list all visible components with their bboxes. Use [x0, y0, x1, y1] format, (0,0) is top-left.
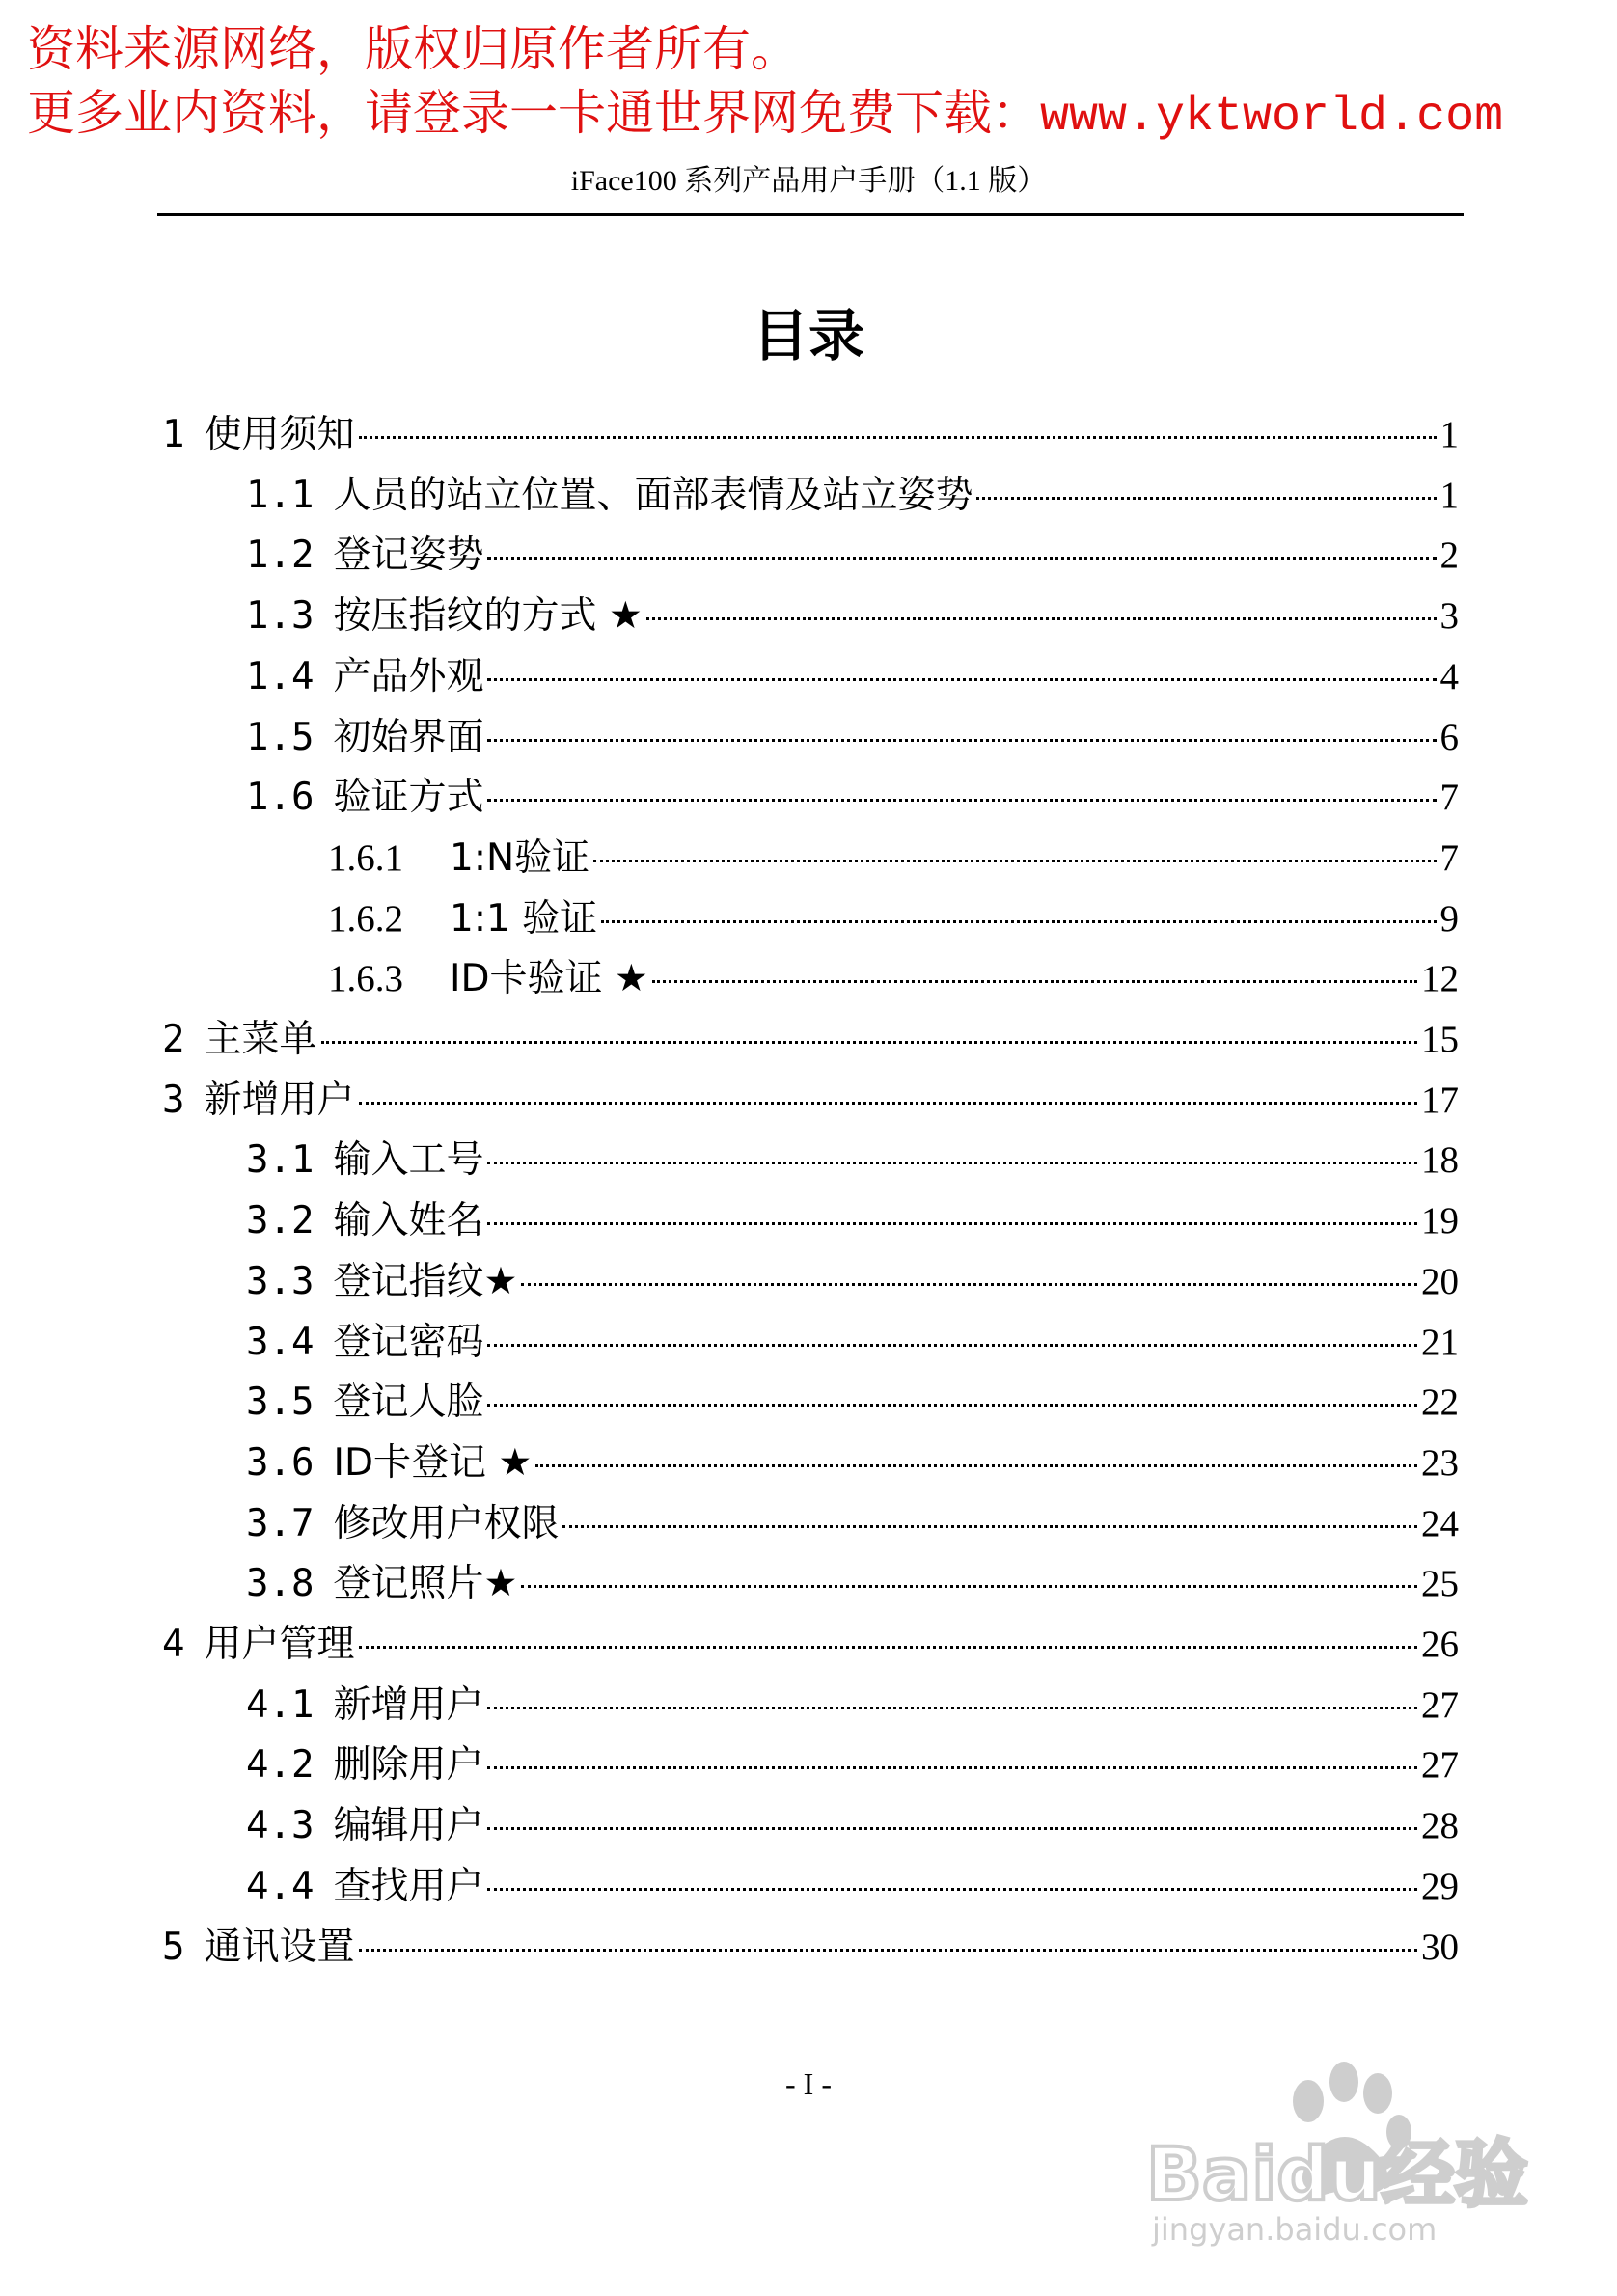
toc-page-number: 2	[1439, 534, 1459, 577]
toc-entry[interactable]	[246, 1857, 1459, 1917]
toc-entry-title: 编辑用户	[333, 1804, 484, 1848]
toc-entry[interactable]	[246, 768, 1459, 828]
toc-leader-dots	[359, 1949, 1418, 1952]
toc-entry-title: 主菜单	[204, 1018, 317, 1061]
toc-entry[interactable]	[246, 1252, 1459, 1312]
toc-entry-title: 验证方式	[333, 776, 484, 820]
toc-entry[interactable]	[162, 1010, 1459, 1070]
toc-leader-dots	[646, 617, 1437, 620]
toc-leader-dots	[321, 1041, 1418, 1044]
toc-entry[interactable]	[246, 466, 1459, 526]
toc-entry[interactable]	[246, 1313, 1459, 1373]
toc-entry-title: 通讯设置	[204, 1925, 355, 1969]
toc-entry[interactable]	[246, 1796, 1459, 1856]
toc-entry-title: 登记密码	[333, 1320, 484, 1364]
toc-entry[interactable]	[162, 1615, 1459, 1675]
toc-entry[interactable]	[246, 708, 1459, 768]
toc-number: 1.6.1	[328, 836, 403, 879]
toc-number: 1.6.2	[328, 897, 403, 940]
toc-leader-dots	[535, 1464, 1417, 1467]
toc-leader-dots	[521, 1283, 1417, 1286]
toc-page-number: 3	[1439, 595, 1459, 638]
toc-entry-title: 1:N验证	[450, 835, 590, 880]
toc-entry-title: 新增用户	[204, 1078, 355, 1122]
toc-number: 3.3	[246, 1259, 315, 1303]
toc-leader-dots	[487, 739, 1436, 742]
toc-page-number: 27	[1421, 1683, 1459, 1726]
toc-entry[interactable]	[246, 647, 1459, 707]
toc-entry[interactable]	[246, 1494, 1459, 1554]
toc-page-number: 25	[1421, 1563, 1459, 1605]
toc-leader-dots	[521, 1585, 1417, 1588]
toc-entry-title: 删除用户	[333, 1743, 484, 1788]
download-notice-text: 更多业内资料，请登录一卡通世界网免费下载：	[27, 85, 1040, 141]
download-link[interactable]: www.yktworld.com	[1040, 90, 1504, 145]
toc-number: 1.4	[246, 654, 315, 698]
toc-page-number: 27	[1421, 1744, 1459, 1787]
toc-page-number: 28	[1421, 1805, 1459, 1847]
toc-page-number: 22	[1421, 1381, 1459, 1424]
toc-page-number: 26	[1421, 1624, 1459, 1665]
toc-page-number: 12	[1421, 958, 1459, 1000]
toc-entry-title: 产品外观	[333, 654, 484, 698]
toc-leader-dots	[487, 1344, 1417, 1347]
toc-leader-dots	[359, 1102, 1418, 1105]
toc-leader-dots	[487, 1404, 1417, 1407]
toc-entry-title: 用户管理	[204, 1623, 355, 1666]
toc-number: 1.6	[246, 776, 315, 820]
toc-entry-title: 新增用户	[333, 1682, 484, 1727]
toc-entry-title: 按压指纹的方式 ★	[333, 594, 643, 639]
toc-leader-dots	[487, 1766, 1417, 1769]
toc-entry-title: 输入姓名	[333, 1199, 484, 1244]
toc-number: 4.4	[246, 1864, 315, 1908]
toc-page-number: 7	[1439, 836, 1459, 879]
toc-entry-title: 查找用户	[333, 1864, 484, 1908]
toc-number: 1.1	[246, 473, 315, 517]
watermark-url-text: jingyan.baidu.com	[1152, 2211, 1438, 2248]
toc-entry[interactable]	[246, 1736, 1459, 1795]
toc-number: 3.6	[246, 1440, 315, 1485]
toc-entry-title: ID卡验证 ★	[450, 957, 648, 1001]
watermark-brand-text: Baidu经验	[1146, 2131, 1528, 2217]
toc-page-number: 24	[1421, 1502, 1459, 1544]
toc-leader-dots	[562, 1525, 1417, 1528]
toc-leader-dots	[359, 1646, 1418, 1649]
toc-entry-title: ID卡登记 ★	[333, 1440, 533, 1485]
toc-entry[interactable]	[162, 405, 1459, 465]
toc-entry[interactable]	[328, 949, 1459, 1009]
toc-entry[interactable]	[328, 829, 1459, 888]
toc-entry-title: 登记姿势	[333, 533, 484, 578]
toc-entry-title: 登记指纹★	[333, 1259, 518, 1303]
toc-entry-title: 使用须知	[204, 413, 355, 456]
toc-number: 4.3	[246, 1804, 315, 1848]
page-number: - I -	[785, 2066, 832, 2101]
toc-entry[interactable]	[246, 1373, 1459, 1433]
toc-leader-dots	[359, 436, 1437, 439]
toc-number: 3.7	[246, 1501, 315, 1545]
toc-page-number: 17	[1421, 1079, 1459, 1121]
toc-entry[interactable]	[246, 526, 1459, 586]
toc-entry-title: 登记照片★	[333, 1562, 518, 1606]
header-divider	[157, 213, 1464, 216]
toc-entry[interactable]	[246, 1434, 1459, 1493]
download-notice	[27, 83, 1503, 148]
toc-leader-dots	[601, 920, 1436, 923]
toc-leader-dots	[487, 1162, 1417, 1164]
toc-entry[interactable]	[328, 889, 1459, 949]
toc-page-number: 1	[1439, 414, 1459, 455]
toc-leader-dots	[487, 1827, 1417, 1830]
toc-number: 2	[162, 1018, 185, 1061]
toc-page-number: 29	[1421, 1865, 1459, 1907]
toc-number: 3.4	[246, 1320, 315, 1364]
toc-entry-title: 人员的站立位置、面部表情及站立姿势	[333, 473, 973, 517]
toc-number: 1.2	[246, 533, 315, 578]
toc-entry-title: 初始界面	[333, 715, 484, 759]
toc-entry[interactable]	[246, 1131, 1459, 1190]
toc-number: 4.1	[246, 1682, 315, 1727]
toc-entry[interactable]	[162, 1918, 1459, 1978]
toc-number: 1.6.3	[328, 958, 403, 1000]
toc-number: 3.2	[246, 1199, 315, 1244]
toc-page-number: 20	[1421, 1260, 1459, 1302]
toc-title: 目录	[752, 303, 864, 369]
toc-page-number: 23	[1421, 1441, 1459, 1484]
toc-entry-title: 输入工号	[333, 1138, 484, 1183]
toc-number: 3.5	[246, 1380, 315, 1425]
toc-entry-title: 登记人脸	[333, 1380, 484, 1425]
toc-number: 1.5	[246, 715, 315, 759]
toc-page-number: 18	[1421, 1139, 1459, 1182]
toc-number: 3.1	[246, 1138, 315, 1183]
toc-entry[interactable]	[246, 1676, 1459, 1736]
toc-leader-dots	[487, 799, 1436, 802]
toc-number: 1.3	[246, 594, 315, 639]
source-notice: 资料来源网络，版权归原作者所有。	[27, 21, 799, 77]
toc-entry[interactable]	[246, 1554, 1459, 1614]
toc-page-number: 9	[1439, 897, 1459, 940]
toc-number: 3	[162, 1078, 185, 1122]
toc-number: 3.8	[246, 1562, 315, 1606]
toc-entry[interactable]	[246, 1191, 1459, 1251]
toc-entry[interactable]	[246, 587, 1459, 646]
toc-page-number: 6	[1439, 716, 1459, 758]
baidu-jingyan-watermark	[1146, 2055, 1551, 2248]
toc-number: 4.2	[246, 1743, 315, 1788]
toc-leader-dots	[487, 678, 1436, 681]
toc-page-number: 30	[1421, 1926, 1459, 1968]
toc-page-number: 15	[1421, 1019, 1459, 1060]
toc-leader-dots	[487, 1888, 1417, 1891]
toc-page-number: 4	[1439, 655, 1459, 697]
toc-leader-dots	[593, 860, 1436, 862]
toc-entry-title: 1:1 验证	[450, 896, 598, 941]
toc-number: 5	[162, 1925, 185, 1969]
toc-number: 1	[162, 413, 185, 456]
toc-leader-dots	[487, 1707, 1417, 1709]
toc-number: 4	[162, 1623, 185, 1666]
toc-page-number: 1	[1439, 474, 1459, 516]
toc-leader-dots	[487, 557, 1436, 560]
toc-entry[interactable]	[162, 1071, 1459, 1131]
toc-page-number: 7	[1439, 777, 1459, 819]
toc-leader-dots	[652, 980, 1417, 983]
toc-page-number: 21	[1421, 1321, 1459, 1363]
toc-entry-title: 修改用户权限	[333, 1501, 560, 1545]
toc-leader-dots	[976, 497, 1436, 500]
document-header: iFace100 系列产品用户手册（1.1 版）	[570, 165, 1047, 197]
toc-leader-dots	[487, 1222, 1417, 1225]
toc-page-number: 19	[1421, 1200, 1459, 1243]
